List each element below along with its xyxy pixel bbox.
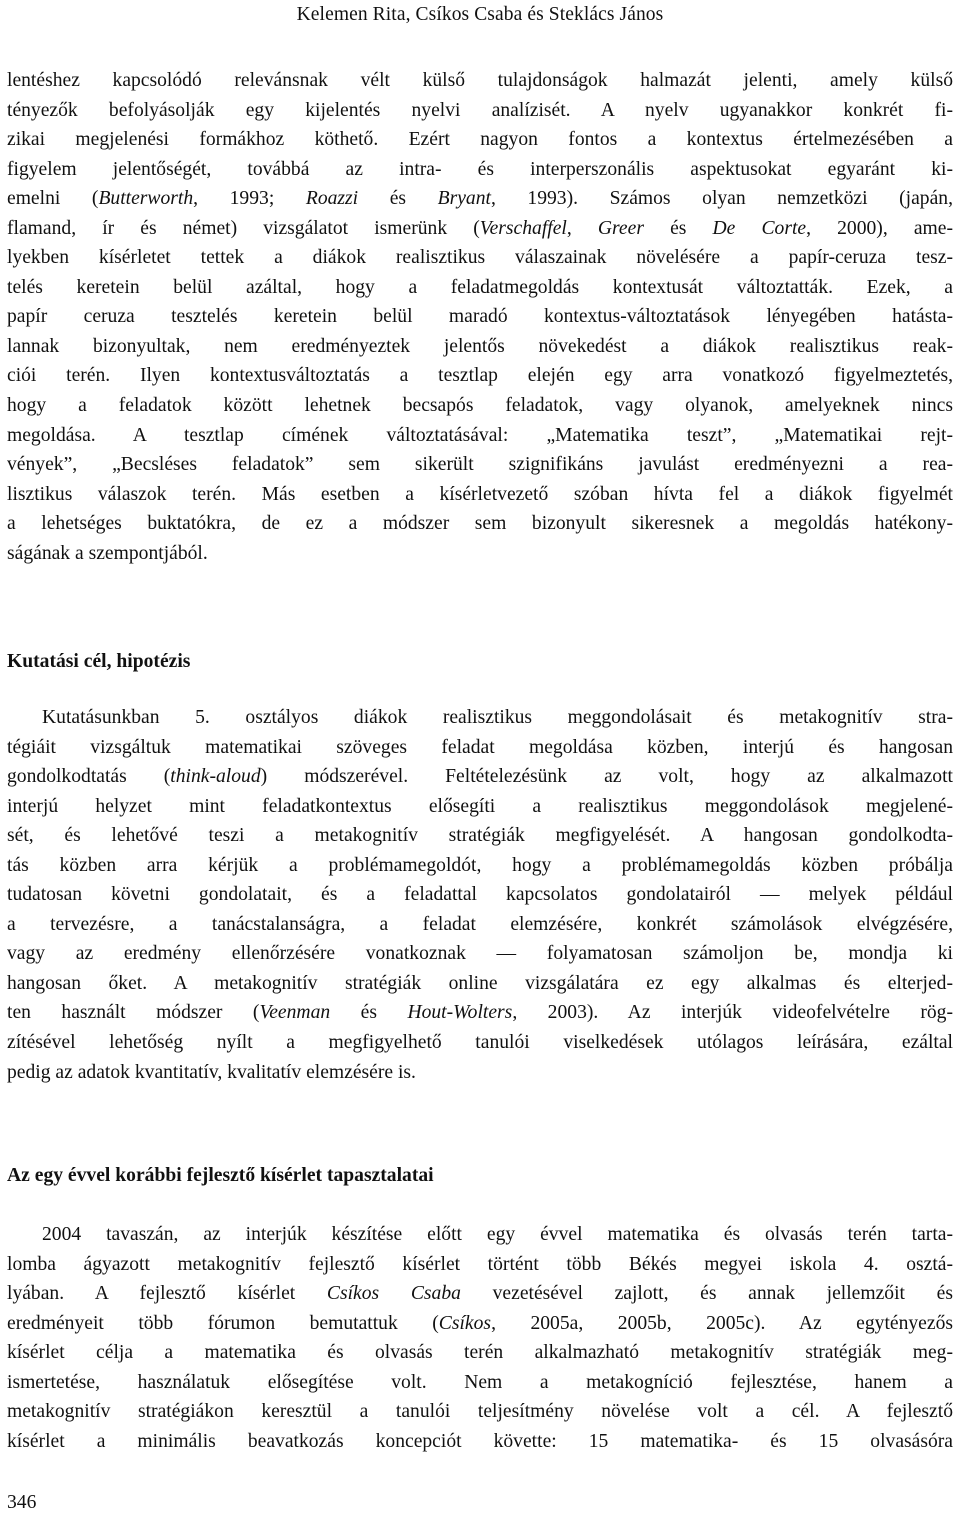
text-line: tégiáit vizsgáltuk matematikai szöveges feladat megoldása közben, interjú és hangosan	[7, 736, 953, 758]
text-line: megoldása. A tesztlap címének változtatásával: „Matematika teszt”, „Matematikai rejt-	[7, 424, 953, 446]
paragraph-context	[7, 66, 953, 568]
text-line: tudatosan követni gondolatait, és a feladattal kapcsolatos gondolatairól — melyek például	[7, 884, 953, 906]
text-line: ságának a szempontjából.	[7, 542, 208, 564]
text-line: 2004 tavaszán, az interjúk készítése előtt egy évvel matematika és olvasás terén tarta-	[42, 1224, 953, 1245]
text-line: telés keretein belül azáltal, hogy a feladatmegoldás kontextusát változtatták. Ezek, a	[7, 276, 953, 298]
text-line: papír ceruza tesztelés keretein belül maradó kontextus-változtatások lényegében hatásta-	[7, 306, 953, 328]
text-line: zítésével lehetőség nyílt a megfigyelhető tanulói viselkedések utólagos leírására, ezáltal	[7, 1032, 953, 1054]
paragraph-research-goal	[7, 703, 953, 1087]
text-line: flamand, ír és német) vizsgálatot ismerünk (Verschaffel, Greer és De Corte, 2000), ame-	[7, 217, 953, 239]
text-line: zikai megjelenési formákhoz köthető. Ezért nagyon fontos a kontextus értelmezésében a	[7, 129, 953, 151]
text-line: pedig az adatok kvantitatív, kvalitatív elemzésére is.	[7, 1061, 416, 1083]
text-line: figyelem jelentőségét, továbbá az intra- és interperszonális aspektusokat egyaránt ki-	[7, 158, 953, 180]
text-line: kísérlet a minimális beavatkozás koncepciót követte: 15 matematika- és 15 olvasásóra	[7, 1430, 953, 1452]
section-heading-previous-experiment: Az egy évvel korábbi fejlesztő kísérlet tapasztalatai	[7, 1165, 434, 1186]
section-heading-research-goal: Kutatási cél, hipotézis	[7, 651, 191, 672]
page-number: 346	[7, 1492, 37, 1513]
text-line: interjú helyzet mint feladatkontextus elősegíti a realisztikus meggondolások megjelené-	[7, 795, 953, 817]
text-line: hogy a feladatok között lehetnek becsapós feladatok, vagy olyanok, amelyeknek nincs	[7, 395, 953, 417]
text-line: a tervezésre, a tanácstalanságra, a feladat elemzésére, konkrét számolások elvégzésére,	[7, 913, 953, 935]
text-line: vagy az eredmény ellenőrzésére vonatkoznak — folyamatosan számoljon be, mondja ki	[7, 943, 953, 965]
text-line: ciói terén. Ilyen kontextusváltoztatás a tesztlap elején egy arra vonatkozó figyelmeztetés,	[7, 365, 953, 387]
text-line: lyában. A fejlesztő kísérlet Csíkos Csaba vezetésével zajlott, és annak jellemzőit és	[7, 1283, 953, 1305]
text-line: lannak bizonyultak, nem eredményeztek jelentős növekedést a diákok realisztikus reak-	[7, 335, 953, 357]
text-line: Kutatásunkban 5. osztályos diákok realisztikus meggondolásait és metakognitív stra-	[42, 707, 953, 728]
text-line: lyekben kísérletet tettek a diákok realisztikus válaszainak növelésére a papír-ceruza tesz-	[7, 247, 953, 269]
text-line: lentéshez kapcsolódó relevánsnak vélt külső tulajdonságok halmazát jelenti, amely külső	[7, 70, 953, 91]
text-line: ten használt módszer (Veenman és Hout-Wolters, 2003). Az interjúk videofelvételre rög-	[7, 1002, 953, 1024]
text-line: emelni (Butterworth, 1993; Roazzi és Bryant, 1993). Számos olyan nemzetközi (japán,	[7, 188, 953, 210]
text-line: lomba ágyazott metakognitív fejlesztő kísérlet történt több Békés megyei iskola 4. osztá-	[7, 1253, 953, 1275]
paragraph-previous-experiment	[7, 1220, 953, 1456]
text-line: vények”, „Becsléses feladatok” sem sikerült szignifikáns javulást eredményezni a rea-	[7, 454, 953, 476]
text-line: a lehetséges buktatókra, de ez a módszer sem bizonyult sikeresnek a megoldás hatékony-	[7, 513, 953, 535]
text-line: tényezők befolyásolják egy kijelentés nyelvi analízisét. A nyelv ugyanakkor konkrét fi-	[7, 99, 953, 121]
running-head: Kelemen Rita, Csíkos Csaba és Steklács János	[296, 4, 664, 25]
text-line: hangosan őket. A metakognitív stratégiák online vizsgálatára ez egy alkalmas és elterjed-	[7, 972, 953, 994]
text-line: eredményeit több fórumon bemutattuk (Csíkos, 2005a, 2005b, 2005c). Az egytényezős	[7, 1312, 953, 1334]
text-line: tás közben arra kérjük a problémamegoldót, hogy a problémamegoldás közben próbálja	[7, 854, 953, 876]
text-line: lisztikus válaszok terén. Más esetben a kísérletvezető szóban hívta fel a diákok figyelmét	[7, 483, 953, 505]
text-line: gondolkodtatás (think-aloud) módszerével. Feltételezésünk az volt, hogy az alkalmazott	[7, 766, 953, 788]
text-line: ismertetése, használatuk elősegítése volt. Nem a metakogníció fejlesztése, hanem a	[7, 1371, 953, 1393]
text-line: sét, és lehetővé teszi a metakognitív stratégiák megfigyelését. A hangosan gondolkodta-	[7, 825, 953, 847]
text-line: kísérlet célja a matematika és olvasás terén alkalmazható metakognitív stratégiák meg-	[7, 1342, 953, 1364]
text-line: metakognitív stratégiákon keresztül a tanulói teljesítmény növelése volt a cél. A fejlesztő	[7, 1401, 953, 1423]
